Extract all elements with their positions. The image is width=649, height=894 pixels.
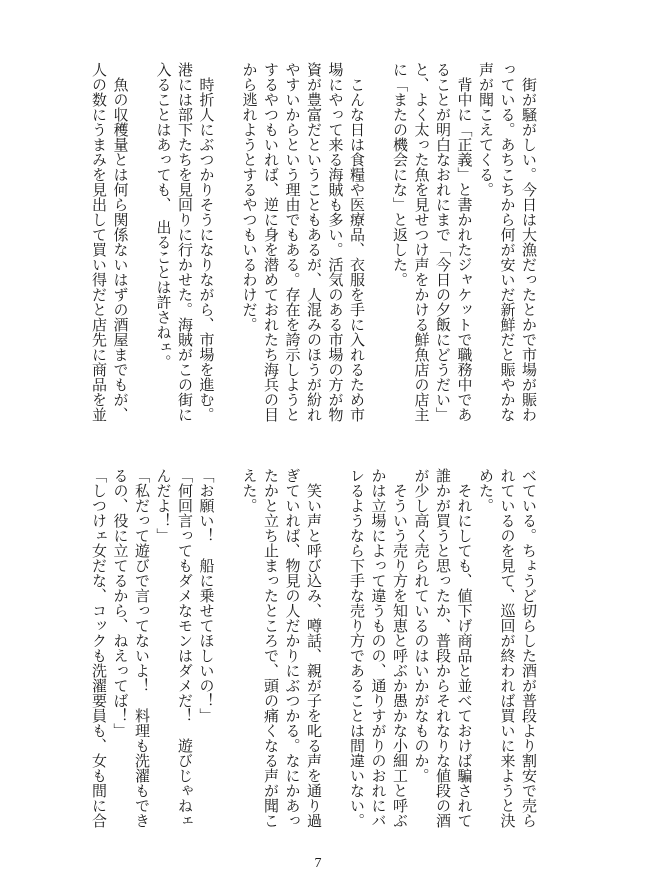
text-line: と、よく太った魚を見せつけ声をかける鮮魚店の店主 <box>412 62 431 422</box>
text-line: 声が聞こえてくる。 <box>477 62 495 197</box>
text-line: 誰かが買うと思ったか、普段からそれなりな値段の酒 <box>434 468 452 828</box>
text-line: こんな日は食糧や医療品、衣服を手に入れるため市 <box>348 62 366 422</box>
text-line: めた。 <box>477 468 495 513</box>
text-line: 背中に「正義」と書かれたジャケットで職務中であ <box>455 62 474 422</box>
dialogue-line: 「私だって遊びで言ってないよ！ 料理も洗濯もでき <box>133 468 151 828</box>
dialogue-line: 「お願い！ 船に乗せてほしいの！」 <box>197 468 216 723</box>
text-line: 笑い声と呼び込み、噂話、親が子を叱る声を通り過 <box>305 468 323 828</box>
dialogue-line: 「しつけェ女だな、コックも洗濯要員も、女も間に合 <box>90 468 108 828</box>
text-line: そういう売り方を知恵と呼ぶか愚かな小細工と呼ぶ <box>391 468 409 828</box>
text-line: 場にやって来る海賊も多い。活気のある市場の方が物 <box>326 62 345 422</box>
text-line: 港には部下たちを見回りに行かせた。海賊がこの街に <box>176 62 194 422</box>
text-line: 魚の収穫量とは何ら関係ないはずの酒屋までもが、 <box>111 62 130 422</box>
dialogue-group <box>88 468 217 828</box>
text-line: 入ることはあっても、 出ることは許さねェ。 <box>154 62 173 370</box>
upper-text-tier <box>87 62 539 422</box>
text-line: ぎていれば、物見の人だかりにぶつかる。なにかあっ <box>283 468 302 828</box>
paragraph-group <box>152 62 217 422</box>
lower-text-tier <box>87 468 539 828</box>
text-line: えた。 <box>240 468 259 513</box>
paragraph-group <box>389 62 540 422</box>
text-line: れているのを見て、巡回が終われば買いに来ようと決 <box>498 468 517 828</box>
text-line: が少し高く売られているのはいかがなものか。 <box>412 468 431 783</box>
page-number: 7 <box>314 856 322 871</box>
paragraph-group <box>88 62 131 422</box>
text-line: レるようなら下手な売り方であることは間違いない。 <box>348 468 366 828</box>
text-line: ることが明白なおれにまで「今日の夕飯にどうだい」 <box>434 62 452 422</box>
paragraph-group <box>346 468 540 828</box>
text-line: 時折人にぶつかりそうになりながら、市場を進む。 <box>197 62 216 422</box>
paragraph-group <box>238 62 367 422</box>
text-line: に「またの機会にな」と返した。 <box>391 62 409 287</box>
dialogue-line: 「何回言ってもダメなモンはダメだ！ 遊びじゃねェ <box>176 468 194 828</box>
dialogue-line: るの、役に立てるから、ねえってば！」 <box>111 468 130 738</box>
text-line: するやつもいれば、逆に身を潜めておれたち海兵の目 <box>262 62 280 422</box>
paragraph-group <box>238 468 324 828</box>
text-line: たかと立ち止まったところで、頭の痛くなる声が聞こ <box>262 468 280 828</box>
text-line: から逃れようとするやつもいるわけだ。 <box>240 62 259 332</box>
text-line: 街が騒がしい。今日は大漁だったとかで市場が賑わ <box>520 62 538 422</box>
text-line: べている。ちょうど切らした酒が普段より割安で売ら <box>520 468 538 828</box>
text-line: やすいからという理由でもある。存在を誇示しようと <box>283 62 302 422</box>
text-line: 資が豊富だということもあるが、人混みのほうが紛れ <box>305 62 323 422</box>
dialogue-line: んだよ！」 <box>154 468 173 543</box>
text-line: かは立場によって違うものの、通りすがりのおれにバ <box>369 468 388 828</box>
text-line: それにしても、値下げ商品と並べておけば騙されて <box>455 468 474 828</box>
text-line: 人の数にうまみを見出して買い得だと店先に商品を並 <box>90 62 108 422</box>
text-line: っている。あちこちから何が安いだ新鮮だと賑やかな <box>498 62 517 422</box>
